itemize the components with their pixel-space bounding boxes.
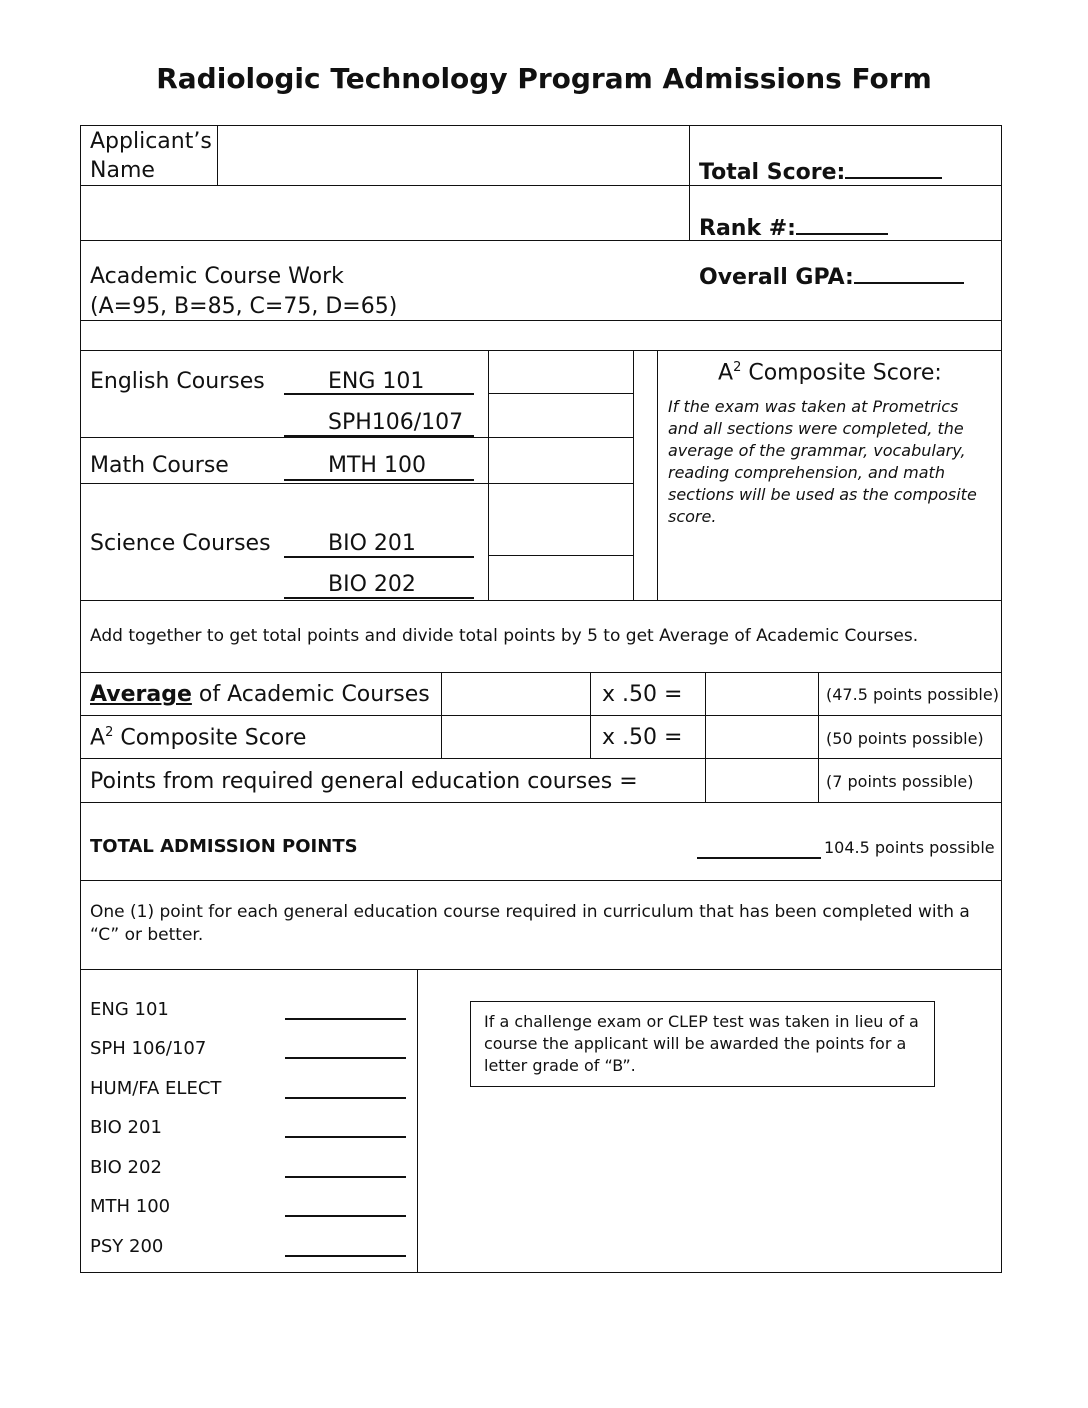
a2-multiplier: x .50 = <box>602 725 683 750</box>
divider <box>80 758 1002 759</box>
applicant-name-input[interactable] <box>222 130 686 182</box>
total-score-label: Total Score: <box>699 160 846 185</box>
outer-right-border <box>1001 125 1002 1273</box>
rank-blank[interactable] <box>796 213 888 235</box>
form-title: Radiologic Technology Program Admissions Form <box>156 62 932 95</box>
gen-ed-points-label: Points from required general education courses = <box>90 769 638 794</box>
a2-a: A <box>90 725 106 751</box>
a2-composite-label <box>90 725 306 750</box>
gen-ed-course-blank[interactable] <box>285 1057 406 1059</box>
bio201-label: BIO 201 <box>328 531 416 556</box>
gen-ed-course: PSY 200 <box>90 1236 164 1257</box>
divider <box>441 672 442 758</box>
gen-ed-course: BIO 201 <box>90 1117 162 1138</box>
gen-ed-course-blank[interactable] <box>285 1255 406 1257</box>
divider <box>80 483 489 484</box>
divider <box>80 802 1002 803</box>
applicant-label-line1: Applicant’s <box>90 129 212 154</box>
outer-top-border <box>80 125 1002 126</box>
a2-sup: 2 <box>105 725 114 740</box>
applicant-label-line2: Name <box>90 158 155 183</box>
total-admission-blank[interactable] <box>697 857 821 859</box>
average-academic-label <box>90 682 430 707</box>
average-instructions: Add together to get total points and divide total points by 5 to get Average of Academic Courses. <box>90 626 919 646</box>
divider <box>80 437 489 438</box>
grade-line <box>488 437 633 438</box>
divider <box>657 350 658 600</box>
divider <box>689 125 690 240</box>
average-word: Average <box>90 682 192 707</box>
divider <box>80 600 1002 601</box>
grade-line <box>488 555 633 556</box>
divider <box>80 672 1002 673</box>
a2-weighted-input[interactable] <box>710 720 817 755</box>
rank-label: Rank #: <box>699 216 796 241</box>
composite-heading-a: A <box>718 360 734 386</box>
course-work-label <box>90 262 397 322</box>
average-rest: of Academic Courses <box>191 682 430 707</box>
sph-label: SPH106/107 <box>328 410 464 435</box>
average-multiplier: x .50 = <box>602 682 683 707</box>
science-courses-label: Science Courses <box>90 531 271 556</box>
eng101-underline <box>284 393 474 395</box>
total-admission-label: TOTAL ADMISSION POINTS <box>90 836 358 857</box>
average-weighted-input[interactable] <box>710 677 817 712</box>
grade-line <box>488 393 633 394</box>
grade-line <box>488 483 633 484</box>
grade-scale: (A=95, B=85, C=75, D=65) <box>90 294 398 319</box>
a2-input[interactable] <box>446 720 589 755</box>
gen-ed-course: HUM/FA ELECT <box>90 1078 222 1099</box>
divider <box>217 125 218 185</box>
divider <box>705 672 706 802</box>
divider <box>633 350 634 600</box>
gen-ed-course: BIO 202 <box>90 1157 162 1178</box>
a2-points-possible: (50 points possible) <box>826 729 984 748</box>
overall-gpa-label: Overall GPA: <box>699 265 854 290</box>
challenge-note: If a challenge exam or CLEP test was taken in lieu of a course the applicant will be awarded the points for a letter grade of “B”. <box>484 1012 919 1075</box>
overall-gpa-blank[interactable] <box>854 262 964 284</box>
math-course-label: Math Course <box>90 453 229 478</box>
outer-left-border <box>80 125 81 1273</box>
average-input[interactable] <box>446 677 589 712</box>
composite-heading-sup: 2 <box>733 360 742 375</box>
outer-bottom-border <box>80 1272 1002 1273</box>
gen-ed-course-blank[interactable] <box>285 1176 406 1178</box>
sph-underline <box>284 435 474 437</box>
gen-ed-course: SPH 106/107 <box>90 1038 207 1059</box>
divider <box>590 672 591 758</box>
total-points-possible: 104.5 points possible <box>824 838 995 857</box>
gen-ed-points-possible: (7 points possible) <box>826 772 974 791</box>
applicant-name-label <box>90 127 212 185</box>
composite-heading-text: Composite Score: <box>741 360 942 386</box>
gen-ed-course-blank[interactable] <box>285 1136 406 1138</box>
overall-gpa-field <box>699 262 964 290</box>
total-score-field <box>699 157 942 185</box>
divider <box>80 969 1002 970</box>
divider <box>80 350 1002 351</box>
divider <box>80 715 1002 716</box>
course-work-title: Academic Course Work <box>90 264 344 289</box>
divider <box>80 185 1002 186</box>
eng101-label: ENG 101 <box>328 369 425 394</box>
gen-ed-points-input[interactable] <box>710 763 817 799</box>
mth100-underline <box>284 479 474 481</box>
total-score-blank[interactable] <box>845 157 942 179</box>
bio202-underline <box>284 597 474 599</box>
composite-score-heading <box>718 360 942 385</box>
gen-ed-course-blank[interactable] <box>285 1215 406 1217</box>
divider <box>488 350 489 600</box>
english-courses-label: English Courses <box>90 369 265 394</box>
divider <box>818 672 819 802</box>
gen-ed-course: ENG 101 <box>90 999 169 1020</box>
bio201-underline <box>284 556 474 558</box>
gen-ed-note: One (1) point for each general education course required in curriculum that has been completed with a “C” or better. <box>90 902 970 945</box>
gen-ed-course-blank[interactable] <box>285 1018 406 1020</box>
divider <box>417 969 418 1272</box>
average-points-possible: (47.5 points possible) <box>826 685 999 704</box>
gen-ed-course-blank[interactable] <box>285 1097 406 1099</box>
divider <box>80 880 1002 881</box>
a2-text: Composite Score <box>113 725 307 751</box>
gen-ed-course: MTH 100 <box>90 1196 171 1217</box>
mth100-label: MTH 100 <box>328 453 426 478</box>
rank-field <box>699 213 888 241</box>
bio202-label: BIO 202 <box>328 572 416 597</box>
composite-score-note: If the exam was taken at Prometrics and all sections were completed, the average of the grammar, vocabulary, reading comprehension, and math sections will be used as the composite score. <box>668 397 977 526</box>
